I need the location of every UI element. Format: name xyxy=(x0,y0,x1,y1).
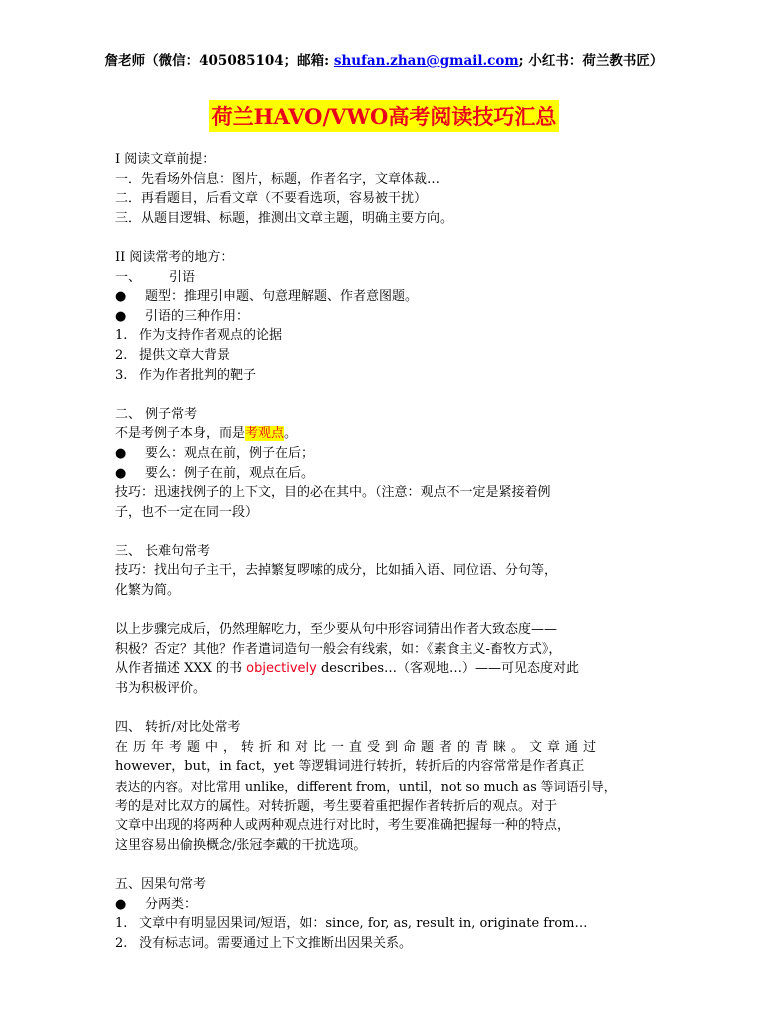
item-text: 没有标志词。需要通过上下文推断出因果关系。 xyxy=(139,935,413,951)
document-body xyxy=(115,150,661,953)
contrast-line-3: 表达的内容。对比常用 unlike，different from，until，not so much as 等词语引导， xyxy=(115,779,617,794)
subsection-quotes xyxy=(115,268,661,288)
numbered-item xyxy=(115,366,661,386)
subsection-number: 一、 xyxy=(115,269,142,285)
bullet-icon: ● xyxy=(115,465,127,481)
bullet-text: 要么：例子在前，观点在后。 xyxy=(145,465,315,481)
long-sentence-heading: 三、 长难句常考 xyxy=(115,543,211,559)
intro-end: 。 xyxy=(284,426,298,442)
section-2-heading: II 阅读常考的地方： xyxy=(115,249,234,265)
section-1-item-3: 三．从题目逻辑、标题，推测出文章主题，明确主要方向。 xyxy=(115,210,454,226)
item-number: 3. xyxy=(115,367,128,383)
numbered-item xyxy=(115,346,661,366)
attitude-paragraph-line-3 xyxy=(115,659,661,679)
attitude-paragraph-line-1: 以上步骤完成后，仍然理解吃力，至少要从句中形容词猜出作者大致态度—— xyxy=(115,622,558,638)
item-number: 1. xyxy=(115,328,128,344)
red-word: objectively xyxy=(246,661,317,677)
contrast-line-5: 文章中出现的将两种人或两种观点进行对比时，考生要准确把握每一种的特点， xyxy=(115,818,571,834)
contact-header xyxy=(0,49,768,69)
item-text: 作为作者批判的靶子 xyxy=(139,367,257,383)
contrast-line-1: 在历年考题中，转折和对比一直受到命题者的青睐。文章通过 xyxy=(115,739,602,755)
email-link[interactable]: shufan.zhan@gmail.com xyxy=(333,53,519,69)
contrast-line-4: 考的是对比双方的属性。对转折题，考生要着重把握作者转折后的观点。对于 xyxy=(115,798,558,814)
numbered-item xyxy=(115,934,661,954)
section-1-item-2: 二．再看题目，后看文章（不要看选项，容易被干扰） xyxy=(115,191,428,207)
line-text: 从作者描述 XXX 的书 xyxy=(115,661,247,677)
bullet-item xyxy=(115,444,661,464)
bullet-text: 题型：推理引申题、句意理解题、作者意图题。 xyxy=(145,289,419,305)
examples-tip-line-2: 子，也不一定在同一段） xyxy=(115,504,259,520)
bullet-icon: ● xyxy=(115,896,127,912)
bullet-item xyxy=(115,895,661,915)
subsection-label: 引语 xyxy=(169,269,196,285)
item-number: 2. xyxy=(115,347,128,363)
bullet-icon: ● xyxy=(115,289,127,305)
contrast-line-2: however，but，in fact，yet 等逻辑词进行转折，转折后的内容常常是作者真正 xyxy=(115,759,585,775)
examples-heading: 二、 例子常考 xyxy=(115,406,198,422)
bullet-text: 分两类： xyxy=(145,896,198,912)
bullet-icon: ● xyxy=(115,308,127,324)
header-suffix: ; 小红书：荷兰教书匠） xyxy=(518,53,664,69)
examples-tip-line-1: 技巧：迅速找例子的上下文，目的必在其中。（注意：观点不一定是紧接着例 xyxy=(115,485,551,501)
section-1-heading: I 阅读文章前提： xyxy=(115,152,216,167)
bullet-item xyxy=(115,307,661,327)
intro-text: 不是考例子本身，而是 xyxy=(115,426,246,442)
bullet-icon: ● xyxy=(115,445,127,461)
attitude-paragraph-line-2: 积极？否定？其他？作者遣词造句一般会有线索，如：《素食主义-畜牧方式》， xyxy=(115,641,562,657)
section-1-item-1: 一．先看场外信息：图片，标题，作者名字，文章体裁… xyxy=(115,171,441,187)
contrast-line-6: 这里容易出偷换概念/张冠李戴的干扰选项。 xyxy=(115,837,367,853)
long-sentence-tip-2: 化繁为简。 xyxy=(115,583,181,599)
item-text: 文章中有明显因果词/短语，如：since, for, as, result in, originate from… xyxy=(139,916,588,932)
bullet-text: 引语的三种作用： xyxy=(145,308,250,324)
item-text: 提供文章大背景 xyxy=(139,347,231,363)
item-text: 作为支持作者观点的论据 xyxy=(139,328,283,344)
bullet-item xyxy=(115,464,661,484)
contrast-heading: 四、 转折/对比处常考 xyxy=(115,720,241,736)
bullet-item xyxy=(115,287,661,307)
numbered-item xyxy=(115,326,661,346)
item-number: 2. xyxy=(115,935,128,951)
numbered-item xyxy=(115,914,661,934)
long-sentence-tip-1: 技巧：找出句子主干，去掉繁复啰嗦的成分，比如插入语、同位语、分句等， xyxy=(115,563,558,579)
examples-intro xyxy=(115,424,661,444)
cause-heading: 五、因果句常考 xyxy=(115,876,207,892)
highlighted-text: 考观点 xyxy=(245,426,285,442)
line-text: describes…（客观地…）——可见态度对此 xyxy=(316,661,580,677)
header-prefix: 詹老师（微信：405085104；邮箱: xyxy=(104,53,334,69)
attitude-paragraph-line-4: 书为积极评价。 xyxy=(115,681,207,697)
bullet-text: 要么：观点在前，例子在后； xyxy=(145,445,315,461)
title-row xyxy=(0,100,768,132)
document-title: 荷兰HAVO/VWO高考阅读技巧汇总 xyxy=(209,100,560,132)
item-number: 1. xyxy=(115,916,128,932)
